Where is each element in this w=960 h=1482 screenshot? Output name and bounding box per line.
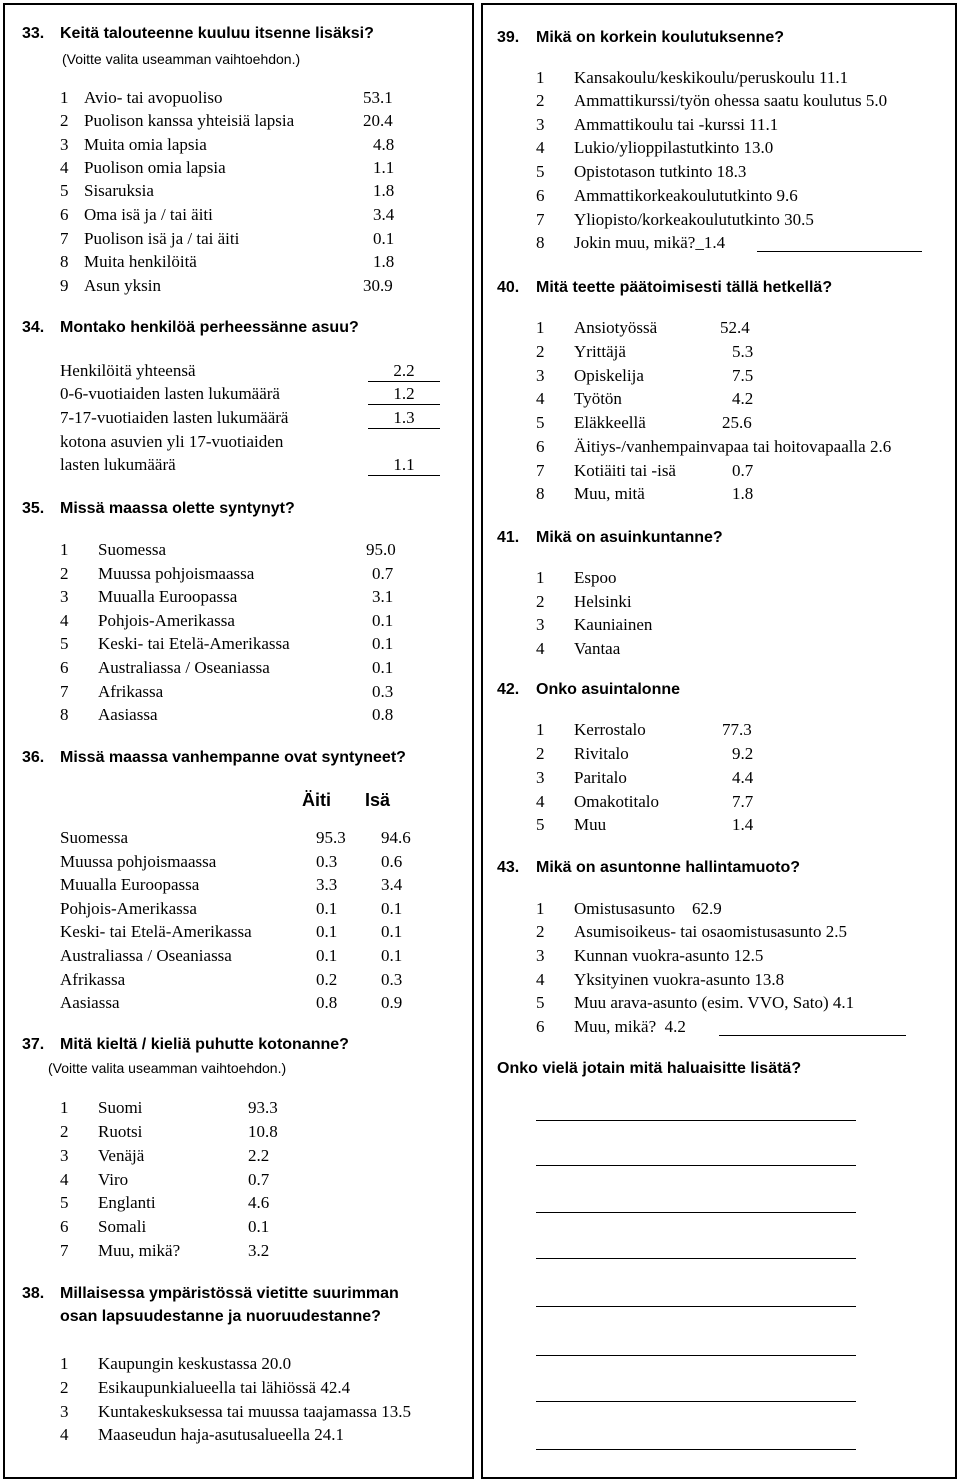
q42-number: 42. [497,681,520,698]
q33-number: 33. [22,25,45,42]
q37-item-label: Viro [98,1170,129,1189]
q35-item-number: 3 [60,587,69,606]
q41-item-label: Kauniainen [574,615,653,634]
answer-line-8 [536,1449,856,1450]
q37-item-number: 2 [60,1122,69,1141]
q35-item-label: Keski- tai Etelä-Amerikassa [98,634,290,653]
q33-item-value: 20.4 [363,111,393,130]
q42-item-number: 4 [536,792,545,811]
q38-item-number: 2 [60,1378,69,1397]
answer-line-7 [536,1401,856,1402]
q36-row-father: 0.9 [381,993,403,1012]
q40-item-number: 7 [536,461,545,480]
q35-item-label: Afrikassa [98,682,164,701]
q35-item-number: 6 [60,658,69,677]
q40-item-label: Opiskelija [574,366,644,385]
q38-item-text: Kaupungin keskustassa 20.0 [98,1354,292,1373]
q43-item-text: Yksityinen vuokra-asunto 13.8 [574,970,785,989]
answer-line-4 [536,1258,856,1259]
q36-row-label: Suomessa [60,828,128,847]
q37-title: Mitä kieltä / kieliä puhutte kotonanne? [60,1036,349,1053]
q37-item-value: 93.3 [248,1098,278,1117]
q33-item-value: 4.8 [373,135,395,154]
q34-row-value: 2.2 [368,361,440,382]
q33-item-value: 0.1 [373,229,395,248]
q42-item-number: 5 [536,815,545,834]
q43-number: 43. [497,859,520,876]
q33-item-label: Avio- tai avopuoliso [84,88,223,107]
q37-item-value: 4.6 [248,1193,270,1212]
q33-item-number: 9 [60,276,69,295]
q36-row-mother: 0.3 [316,852,338,871]
q42-item-label: Paritalo [574,768,627,787]
q33-item-label: Oma isä ja / tai äiti [84,205,213,224]
q37-item-label: Muu, mikä? [98,1241,181,1260]
q37-item-value: 2.2 [248,1146,270,1165]
q39-item-text: Jokin muu, mikä?_1.4 [574,233,726,252]
answer-line-3 [536,1212,856,1213]
q39-item-number: 2 [536,91,545,110]
q38-item-text: Esikaupunkialueella tai lähiössä 42.4 [98,1378,351,1397]
q36-title: Missä maassa vanhempanne ovat syntyneet? [60,749,406,766]
q33-item-number: 8 [60,252,69,271]
q36-row-mother: 0.1 [316,946,338,965]
q36-row-mother: 0.8 [316,993,338,1012]
q35-item-label: Australiassa / Oseaniassa [98,658,270,677]
q35-item-label: Suomessa [98,540,166,559]
q43-item-number: 2 [536,922,545,941]
q33-item-label: Puolison omia lapsia [84,158,226,177]
q39-item-number: 6 [536,186,545,205]
q38-item-text: Kuntakeskuksessa tai muussa taajamassa 13.5 [98,1402,412,1421]
q34-row-value: 1.2 [368,384,440,405]
q42-item-value: 9.2 [732,744,754,763]
q39-item-text: Yliopisto/korkeakoulututkinto 30.5 [574,210,814,229]
q42-item-number: 1 [536,720,545,739]
q37-item-value: 3.2 [248,1241,270,1260]
q43-item-number: 1 [536,899,545,918]
q35-item-value: 0.1 [372,658,394,677]
q40-item-number: 3 [536,366,545,385]
answer-line-1 [536,1120,856,1121]
q40-item-value: 5.3 [732,342,754,361]
q35-item-number: 5 [60,634,69,653]
q40-item-number: 4 [536,389,545,408]
q34-row-label: 0-6-vuotiaiden lasten lukumäärä [60,384,280,403]
q33-item-number: 5 [60,181,69,200]
q35-item-label: Pohjois-Amerikassa [98,611,235,630]
q36-row-label: Keski- tai Etelä-Amerikassa [60,922,252,941]
q36-row-father: 0.1 [381,946,403,965]
q37-item-number: 7 [60,1241,69,1260]
q40-item-value: 4.2 [732,389,754,408]
q43-item-text: Asumisoikeus- tai osaomistusasunto 2.5 [574,922,847,941]
q36-row-father: 94.6 [381,828,411,847]
q33-item-value: 1.8 [373,181,395,200]
q35-item-number: 8 [60,705,69,724]
q33-item-label: Muita omia lapsia [84,135,207,154]
q37-item-label: Venäjä [98,1146,145,1165]
q41-item-number: 2 [536,592,545,611]
q36-row-label: Pohjois-Amerikassa [60,899,197,918]
q36-row-father: 0.1 [381,922,403,941]
q37-item-label: Somali [98,1217,147,1236]
q41-item-number: 1 [536,568,545,587]
q43-item-number: 4 [536,970,545,989]
q37-item-number: 1 [60,1098,69,1117]
q41-item-label: Helsinki [574,592,632,611]
q34-row-label: kotona asuvien yli 17-vuotiaiden [60,432,284,451]
q38-number: 38. [22,1285,45,1302]
q37-item-label: Englanti [98,1193,156,1212]
q43-item-number: 3 [536,946,545,965]
q40-item-label: Äitiys-/vanhempainvapaa tai hoitovapaalla 2.6 [574,437,892,456]
q43-item-text: Muu, mikä? 4.2 [574,1017,686,1036]
q40-item-number: 6 [536,437,545,456]
q34-row-label: lasten lukumäärä [60,455,176,474]
q40-item-value: 7.5 [732,366,754,385]
q39-item-text: Lukio/ylioppilastutkinto 13.0 [574,138,774,157]
q33-note: (Voitte valita useamman vaihtoehdon.) [62,51,301,67]
q43-item-text: Muu arava-asunto (esim. VVO, Sato) 4.1 [574,993,855,1012]
q37-item-value: 0.1 [248,1217,270,1236]
q35-item-value: 3.1 [372,587,394,606]
q33-item-label: Puolison kanssa yhteisiä lapsia [84,111,295,130]
q40-item-label: Ansiotyössä [574,318,658,337]
q42-item-label: Rivitalo [574,744,629,763]
q38-title-line2: osan lapsuudestanne ja nuoruudestanne? [60,1308,381,1325]
q38-item-number: 3 [60,1402,69,1421]
q38-title-line1: Millaisessa ympäristössä vietitte suurimman [60,1285,399,1302]
q37-item-label: Ruotsi [98,1122,143,1141]
q33-item-value: 1.8 [373,252,395,271]
q39-other-blank [757,251,922,252]
q40-item-value: 1.8 [732,484,754,503]
q37-number: 37. [22,1036,45,1053]
q35-item-number: 2 [60,564,69,583]
q40-title: Mitä teette päätoimisesti tällä hetkellä? [536,279,833,296]
q36-row-label: Muualla Euroopassa [60,875,200,894]
q43-item-text: Kunnan vuokra-asunto 12.5 [574,946,764,965]
q41-number: 41. [497,529,520,546]
q34-number: 34. [22,319,45,336]
q42-item-number: 3 [536,768,545,787]
q38-item-number: 1 [60,1354,69,1373]
q36-row-father: 0.6 [381,852,403,871]
q34-title: Montako henkilöä perheessänne asuu? [60,319,359,336]
q35-item-label: Aasiassa [98,705,158,724]
q33-item-value: 3.4 [373,205,395,224]
q37-item-value: 10.8 [248,1122,278,1141]
q39-number: 39. [497,29,520,46]
q41-item-number: 3 [536,615,545,634]
q43-title: Mikä on asuntonne hallintamuoto? [536,859,800,876]
q39-title: Mikä on korkein koulutuksenne? [536,29,785,46]
q33-item-value: 53.1 [363,88,393,107]
final-question: Onko vielä jotain mitä haluaisitte lisätä? [497,1060,802,1077]
q40-item-label: Yrittäjä [574,342,626,361]
q33-item-number: 6 [60,205,69,224]
q42-item-label: Omakotitalo [574,792,659,811]
q35-item-value: 0.7 [372,564,394,583]
q33-item-number: 7 [60,229,69,248]
q40-item-value: 25.6 [722,413,752,432]
q36-row-mother: 95.3 [316,828,346,847]
q40-item-number: 1 [536,318,545,337]
q39-item-text: Kansakoulu/keskikoulu/peruskoulu 11.1 [574,68,849,87]
q35-item-value: 0.1 [372,611,394,630]
q35-item-value: 95.0 [366,540,396,559]
q39-item-text: Opistotason tutkinto 18.3 [574,162,747,181]
q36-row-label: Australiassa / Oseaniassa [60,946,232,965]
q37-item-number: 5 [60,1193,69,1212]
q42-item-label: Muu [574,815,607,834]
q33-item-label: Asun yksin [84,276,161,295]
q39-item-number: 1 [536,68,545,87]
q36-col-mother: Äiti [302,790,331,810]
q42-title: Onko asuintalonne [536,681,681,698]
q39-item-number: 5 [536,162,545,181]
answer-line-6 [536,1355,856,1356]
q36-row-father: 0.3 [381,970,403,989]
q37-item-number: 6 [60,1217,69,1236]
q40-item-value: 0.7 [732,461,754,480]
answer-line-5 [536,1306,856,1307]
q38-item-text: Maaseudun haja-asutusalueella 24.1 [98,1425,344,1444]
left-column [3,3,474,1479]
q36-row-mother: 3.3 [316,875,338,894]
q37-item-value: 0.7 [248,1170,270,1189]
q35-title: Missä maassa olette syntynyt? [60,500,295,517]
q33-item-number: 3 [60,135,69,154]
q37-item-number: 4 [60,1170,69,1189]
q40-item-label: Eläkkeellä [574,413,646,432]
q33-item-number: 1 [60,88,69,107]
q40-item-label: Muu, mitä [574,484,645,503]
q36-row-father: 3.4 [381,875,403,894]
q39-item-number: 8 [536,233,545,252]
answer-line-2 [536,1165,856,1166]
q35-item-value: 0.1 [372,634,394,653]
q35-item-value: 0.3 [372,682,394,701]
q41-title: Mikä on asuinkuntanne? [536,529,723,546]
q42-item-value: 77.3 [722,720,752,739]
q42-item-value: 1.4 [732,815,754,834]
q42-item-number: 2 [536,744,545,763]
q36-row-father: 0.1 [381,899,403,918]
q38-item-number: 4 [60,1425,69,1444]
q36-row-label: Aasiassa [60,993,120,1012]
q39-item-number: 7 [536,210,545,229]
q34-row-value: 1.3 [368,408,440,429]
q40-item-number: 2 [536,342,545,361]
q36-row-label: Muussa pohjoismaassa [60,852,217,871]
q34-row-value: 1.1 [368,455,440,476]
q36-row-mother: 0.2 [316,970,338,989]
q35-item-label: Muussa pohjoismaassa [98,564,255,583]
q35-item-value: 0.8 [372,705,394,724]
q33-item-label: Sisaruksia [84,181,154,200]
q43-item-text: Omistusasunto 62.9 [574,899,722,918]
q33-item-value: 30.9 [363,276,393,295]
q33-item-number: 2 [60,111,69,130]
q40-item-number: 8 [536,484,545,503]
q35-item-number: 1 [60,540,69,559]
q39-item-number: 3 [536,115,545,134]
q34-row-label: Henkilöitä yhteensä [60,361,196,380]
q40-item-label: Työtön [574,389,622,408]
q43-item-number: 5 [536,993,545,1012]
q39-item-text: Ammattikoulu tai -kurssi 11.1 [574,115,779,134]
q33-item-label: Puolison isä ja / tai äiti [84,229,240,248]
q40-number: 40. [497,279,520,296]
q39-item-text: Ammattikurssi/työn ohessa saatu koulutus 5.0 [574,91,888,110]
q36-col-father: Isä [365,790,391,810]
q35-item-number: 4 [60,611,69,630]
q42-item-value: 7.7 [732,792,754,811]
q34-row-label: 7-17-vuotiaiden lasten lukumäärä [60,408,289,427]
q42-item-value: 4.4 [732,768,754,787]
q40-item-label: Kotiäiti tai -isä [574,461,676,480]
q40-item-value: 52.4 [720,318,750,337]
q35-item-number: 7 [60,682,69,701]
q41-item-label: Vantaa [574,639,621,658]
q43-other-blank [719,1035,906,1036]
q33-item-number: 4 [60,158,69,177]
q39-item-number: 4 [536,138,545,157]
q33-item-label: Muita henkilöitä [84,252,197,271]
q39-item-text: Ammattikorkeakoulututkinto 9.6 [574,186,798,205]
q36-number: 36. [22,749,45,766]
q37-item-number: 3 [60,1146,69,1165]
q41-item-label: Espoo [574,568,617,587]
q35-item-label: Muualla Euroopassa [98,587,238,606]
q35-number: 35. [22,500,45,517]
q37-note: (Voitte valita useamman vaihtoehdon.) [48,1060,287,1076]
q41-item-number: 4 [536,639,545,658]
q40-item-number: 5 [536,413,545,432]
q36-row-mother: 0.1 [316,922,338,941]
q43-item-number: 6 [536,1017,545,1036]
q42-item-label: Kerrostalo [574,720,646,739]
q36-row-mother: 0.1 [316,899,338,918]
q37-item-label: Suomi [98,1098,143,1117]
q33-item-value: 1.1 [373,158,395,177]
q36-row-label: Afrikassa [60,970,126,989]
q33-title: Keitä talouteenne kuuluu itsenne lisäksi? [60,25,374,42]
